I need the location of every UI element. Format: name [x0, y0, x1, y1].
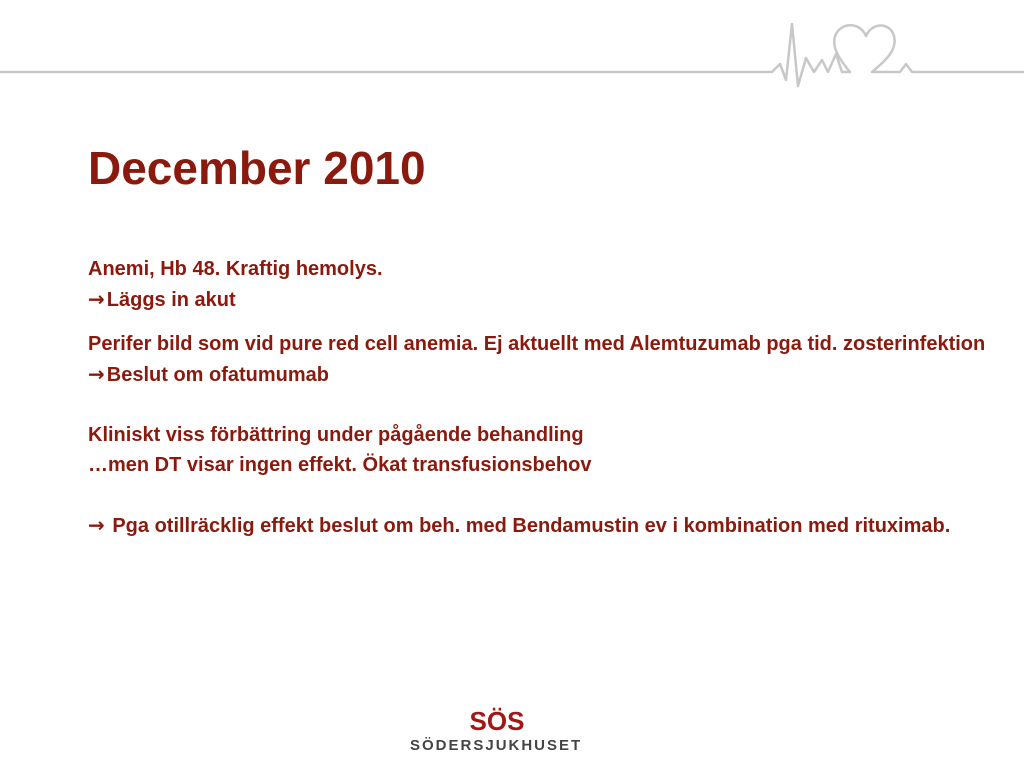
spacer — [88, 480, 988, 510]
ofatumumab-decision-line: → Beslut om ofatumumab — [88, 359, 988, 390]
right-arrow-icon: → — [88, 287, 105, 311]
sodersjukhuset-logo — [410, 702, 582, 758]
paragraph-anemia — [88, 254, 988, 315]
logo-mark-text: SÖS — [469, 706, 525, 736]
slide-body — [88, 254, 988, 541]
clinical-improvement-line: Kliniskt viss förbättring under pågående behandling — [88, 424, 584, 446]
ct-result-line: …men DT visar ingen effekt. Ökat transfusionsbehov — [88, 454, 592, 476]
spacer — [88, 390, 988, 420]
logo-wordmark: SÖDERSJUKHUSET — [410, 737, 583, 754]
header-rule-line — [0, 24, 850, 86]
heartbeat-header-decoration — [0, 0, 1024, 100]
right-arrow-icon: → — [88, 513, 105, 537]
sos-logo-mark — [466, 704, 528, 736]
slide-title: December 2010 — [88, 142, 426, 194]
admission-line: → Läggs in akut — [88, 284, 988, 315]
paragraph-peripheral-blood — [88, 329, 988, 390]
peripheral-blood-line: Perifer bild som vid pure red cell anemia. Ej aktuellt med Alemtuzumab pga tid. zosterinfektion — [88, 333, 986, 355]
paragraph-clinical-improvement — [88, 420, 988, 480]
anemia-line: Anemi, Hb 48. Kraftig hemolys. — [88, 258, 383, 280]
right-arrow-icon: → — [88, 362, 105, 386]
heart-icon — [834, 25, 1024, 72]
spacer — [88, 315, 988, 329]
paragraph-bendamustine — [88, 510, 988, 541]
bendamustine-decision-line: → Pga otillräcklig effekt beslut om beh. med Bendamustin ev i kombination med rituximab. — [88, 510, 988, 541]
